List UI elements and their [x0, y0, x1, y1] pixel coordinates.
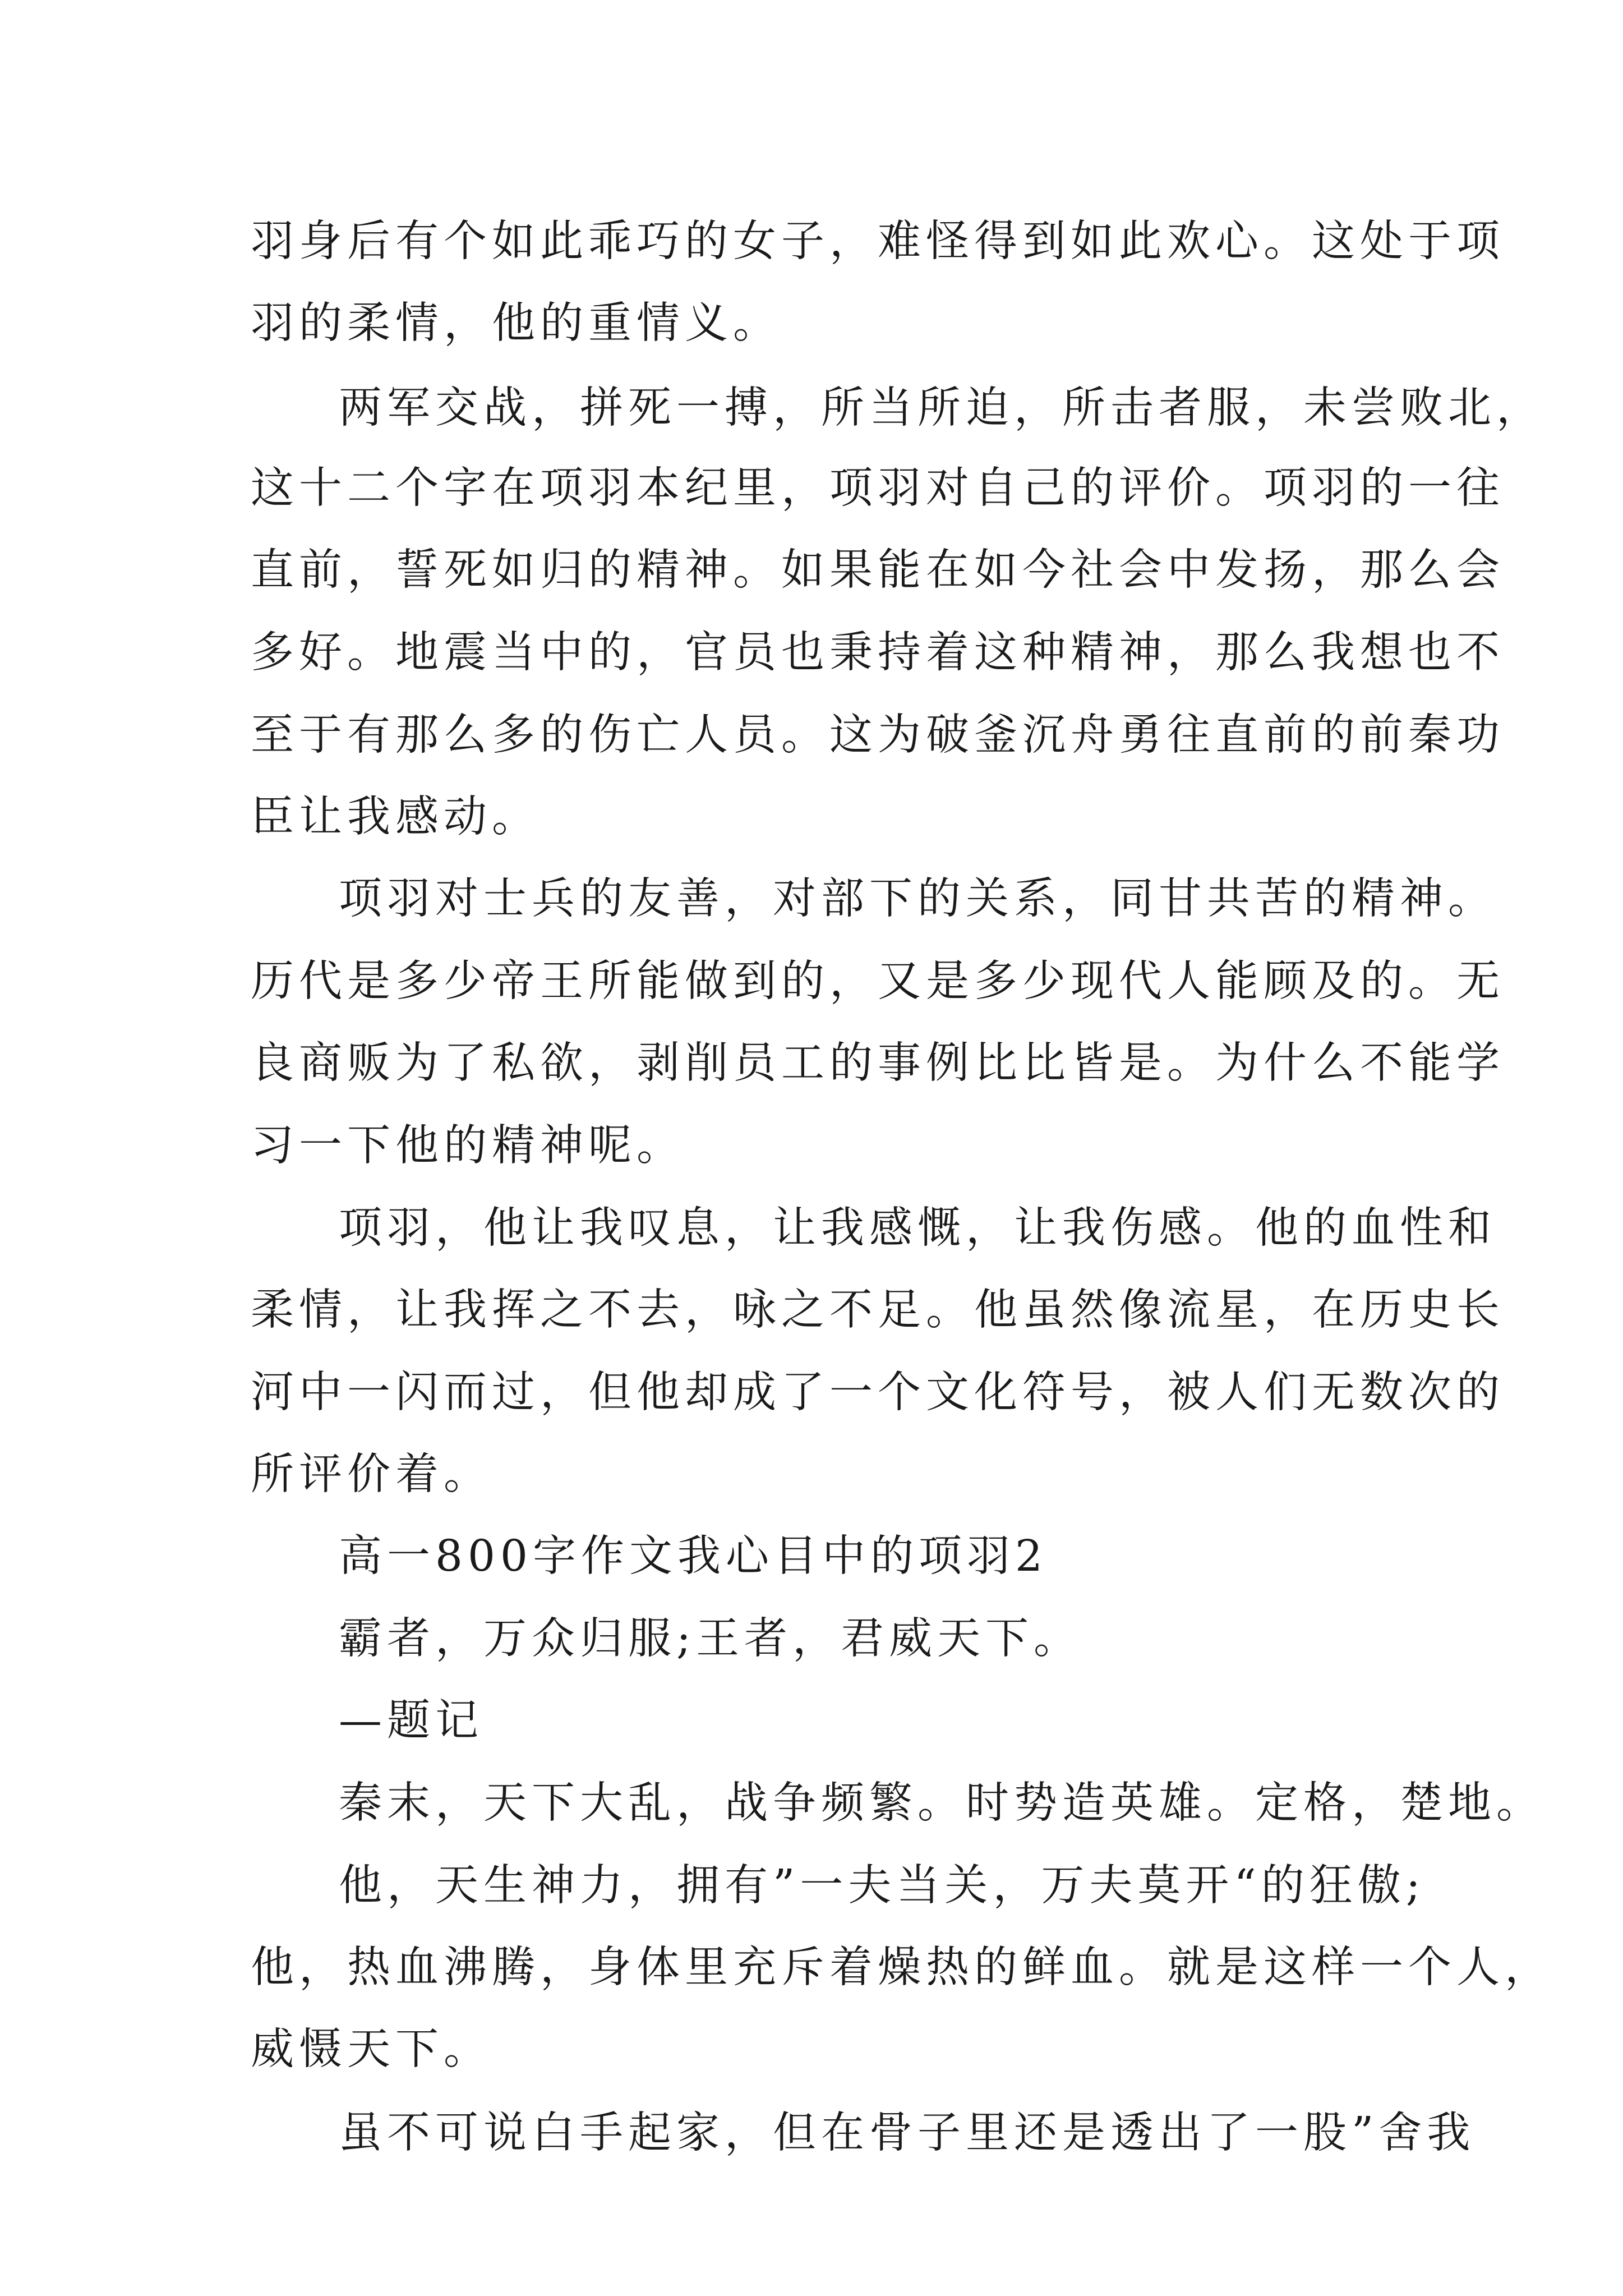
paragraph-start-line-9: 项羽对士兵的友善，对部下的关系，同甘共苦的精神。 [339, 874, 1496, 924]
paragraph-start-line-13: 项羽，他让我叹息，让我感慨，让我伤感。他的血性和 [339, 1203, 1496, 1253]
text-line-16: 所评价着。 [251, 1450, 492, 1499]
text-line-7: 至于有那么多的伤亡人员。这为破釜沉舟勇往直前的前秦功 [251, 710, 1505, 760]
epigraph-attribution: —题记 [339, 1696, 483, 1746]
epigraph-line: 霸者，万众归服;王者，君威天下。 [339, 1614, 1082, 1664]
text-line-22: 他，热血沸腾，身体里充斥着燥热的鲜血。就是这样一个人， [251, 1943, 1553, 1993]
text-line-11: 良商贩为了私欲，剥削员工的事例比比皆是。为什么不能学 [251, 1038, 1505, 1088]
text-line-1: 羽身后有个如此乖巧的女子，难怪得到如此欢心。这处于项 [251, 217, 1505, 266]
text-line-15: 河中一闪而过，但他却成了一个文化符号，被人们无数次的 [251, 1368, 1505, 1418]
essay-heading: 高一800字作文我心目中的项羽2 [339, 1531, 1048, 1581]
text-line-14: 柔情，让我挥之不去，咏之不足。他虽然像流星，在历史长 [251, 1285, 1505, 1335]
text-line-5: 直前，誓死如归的精神。如果能在如今社会中发扬，那么会 [251, 545, 1505, 595]
text-line-6: 多好。地震当中的，官员也秉持着这种精神，那么我想也不 [251, 628, 1505, 678]
text-line-8: 臣让我感动。 [251, 792, 540, 842]
paragraph-start-line-24: 虽不可说白手起家，但在骨子里还是透出了一股”舍我 [339, 2108, 1476, 2158]
paragraph-start-line-3: 两军交战，拼死一搏，所当所迫，所击者服，未尝败北， [339, 383, 1544, 433]
paragraph-start-line-21: 他，天生神力，拥有”一夫当关，万夫莫开“的狂傲; [339, 1861, 1426, 1911]
text-line-10: 历代是多少帝王所能做到的，又是多少现代人能顾及的。无 [251, 956, 1505, 1006]
text-line-12: 习一下他的精神呢。 [251, 1121, 685, 1171]
paragraph-start-line-20: 秦末，天下大乱，战争频繁。时势造英雄。定格，楚地。 [339, 1778, 1544, 1828]
text-line-23: 威慑天下。 [251, 2024, 492, 2074]
text-line-4: 这十二个字在项羽本纪里，项羽对自己的评价。项羽的一往 [251, 463, 1505, 513]
text-line-2: 羽的柔情，他的重情义。 [251, 298, 781, 348]
